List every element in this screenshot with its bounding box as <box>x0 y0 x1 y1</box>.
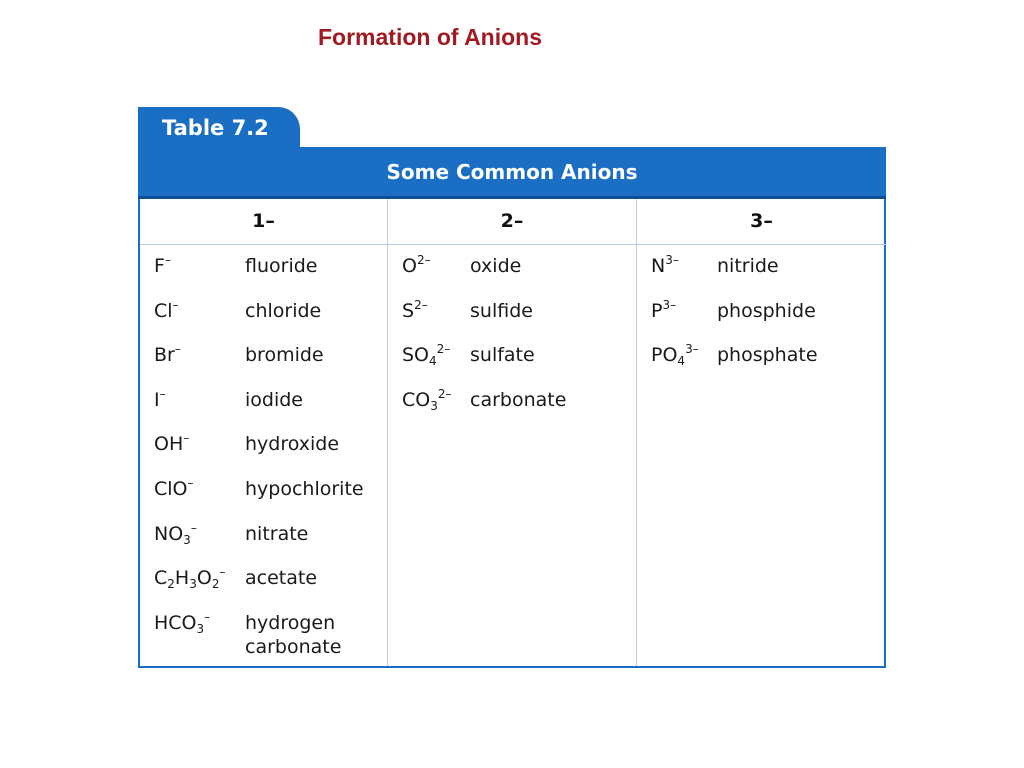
formula-subscript: 4 <box>429 354 437 369</box>
column-1-minus <box>140 199 388 666</box>
ion-charge: – <box>164 253 171 267</box>
column-rows <box>140 245 387 658</box>
column-header: 2– <box>388 199 636 245</box>
ion-name: bromide <box>245 344 324 367</box>
formula-subscript: 3 <box>183 532 191 547</box>
formula-subscript: 4 <box>677 354 686 369</box>
ion-formula <box>154 297 179 322</box>
ion-formula <box>402 342 451 369</box>
table-row <box>140 247 387 292</box>
ion-formula <box>651 342 699 369</box>
formula-subscript: 3 <box>189 577 197 592</box>
table-row <box>140 292 387 337</box>
formula-base: SO <box>402 344 430 367</box>
table-row <box>140 604 387 658</box>
ion-charge: 2– <box>436 342 451 357</box>
formula-base: F <box>154 255 165 277</box>
ion-name: oxide <box>470 255 522 277</box>
ion-name: iodide <box>245 388 303 411</box>
table-row <box>140 470 387 515</box>
formula-base: ClO <box>154 477 188 500</box>
formula-element: O <box>196 567 212 590</box>
ion-name: chloride <box>245 299 322 322</box>
formula-subscript: 2 <box>167 577 175 592</box>
column-header: 1– <box>140 199 387 245</box>
formula-base: OH <box>154 433 184 456</box>
ion-formula <box>651 255 679 277</box>
column-rows <box>388 245 636 425</box>
table-tab-label: Table 7.2 <box>138 107 300 147</box>
ion-charge: – <box>187 475 194 490</box>
table-row <box>140 559 387 604</box>
ion-name: hypochlorite <box>245 477 364 500</box>
table-banner-title: Some Common Anions <box>138 147 886 199</box>
ion-charge: – <box>190 520 197 535</box>
table-row <box>637 247 886 292</box>
ion-name: phosphide <box>717 299 816 322</box>
ion-charge: – <box>204 609 211 624</box>
table-row <box>140 381 387 426</box>
column-header: 3– <box>637 199 886 245</box>
formula-subscript: 3 <box>196 621 205 636</box>
ion-formula <box>154 475 194 500</box>
ion-formula <box>154 344 181 366</box>
ion-charge: – <box>159 386 166 401</box>
ion-formula <box>154 255 171 277</box>
anions-table <box>138 199 886 668</box>
formula-element: H <box>174 567 190 590</box>
formula-base: NO <box>154 522 184 545</box>
table-row <box>637 292 886 337</box>
ion-charge: 3– <box>685 342 699 357</box>
table-row <box>637 336 886 381</box>
formula-base: C <box>154 567 168 590</box>
ion-name: phosphate <box>717 344 818 367</box>
formula-base: I <box>154 388 160 411</box>
formula-base: P <box>651 299 663 322</box>
formula-base: Br <box>154 344 175 367</box>
ion-name: sulfide <box>470 299 533 322</box>
ion-charge: – <box>174 342 181 357</box>
formula-base: PO <box>651 344 678 367</box>
ion-charge: 3– <box>665 253 679 267</box>
formula-base: S <box>402 299 415 322</box>
slide-title: Formation of Anions <box>318 24 543 50</box>
ion-charge: 2– <box>414 297 428 312</box>
ion-charge: 2– <box>416 253 431 267</box>
ion-name: carbonate <box>470 388 567 411</box>
table-row <box>388 381 636 426</box>
ion-formula <box>154 520 197 547</box>
ion-formula <box>402 386 452 413</box>
ion-charge: – <box>183 431 190 446</box>
column-3-minus <box>637 199 886 666</box>
ion-name: sulfate <box>470 344 535 367</box>
ion-charge: – <box>219 565 226 580</box>
column-rows <box>637 245 886 381</box>
ion-charge: 3– <box>662 297 677 312</box>
ion-formula <box>154 609 211 636</box>
ion-formula <box>154 433 189 455</box>
formula-subscript: 3 <box>430 398 438 413</box>
formula-base: O <box>402 255 417 277</box>
table-row <box>388 247 636 292</box>
table-row <box>388 292 636 337</box>
formula-base: Cl <box>154 299 173 322</box>
ion-name: acetate <box>245 567 318 590</box>
ion-formula <box>402 297 428 322</box>
ion-name: hydrogen carbonate <box>245 611 342 658</box>
table-row <box>140 425 387 470</box>
column-2-minus <box>388 199 637 666</box>
formula-base: N <box>651 255 666 277</box>
ion-name: nitride <box>717 255 779 277</box>
ion-name: hydroxide <box>245 433 340 456</box>
ion-name: nitrate <box>245 522 309 545</box>
ion-formula <box>154 565 226 592</box>
table-row <box>388 336 636 381</box>
table-row <box>140 515 387 560</box>
table-row <box>140 336 387 381</box>
ion-charge: – <box>172 297 179 312</box>
ion-formula <box>402 255 431 277</box>
ion-formula <box>154 386 166 411</box>
formula-base: HCO <box>154 611 197 634</box>
formula-subscript: 2 <box>211 577 220 592</box>
formula-base: CO <box>402 388 431 411</box>
ion-charge: 2– <box>437 386 452 401</box>
ion-name: fluoride <box>245 255 318 277</box>
ion-formula <box>651 297 677 322</box>
